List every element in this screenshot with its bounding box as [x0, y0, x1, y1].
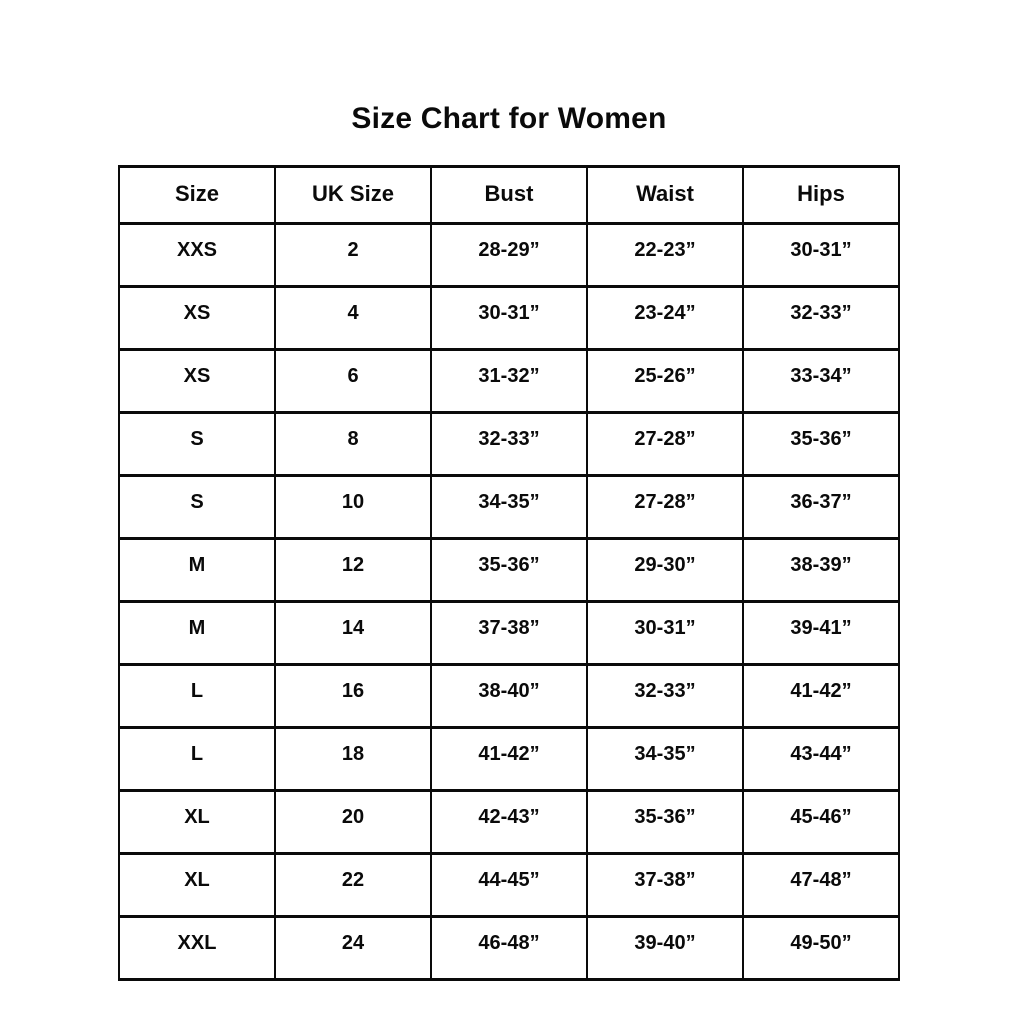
table-cell-bust: 38-40” [431, 665, 587, 728]
table-cell-uk-size: 4 [275, 287, 431, 350]
column-header-uk-size: UK Size [275, 167, 431, 224]
table-cell-bust: 46-48” [431, 917, 587, 980]
table-cell-bust: 34-35” [431, 476, 587, 539]
table-cell-uk-size: 24 [275, 917, 431, 980]
table-cell-size: M [119, 539, 275, 602]
size-chart-table [118, 165, 900, 981]
table-cell-waist: 22-23” [587, 224, 743, 287]
table-cell-waist: 27-28” [587, 413, 743, 476]
table-cell-size: XXS [119, 224, 275, 287]
table-cell-waist: 35-36” [587, 791, 743, 854]
table-cell-uk-size: 22 [275, 854, 431, 917]
table-cell-size: L [119, 665, 275, 728]
table-cell-waist: 27-28” [587, 476, 743, 539]
table-cell-hips: 49-50” [743, 917, 899, 980]
table-cell-hips: 39-41” [743, 602, 899, 665]
table-cell-bust: 28-29” [431, 224, 587, 287]
table-cell-size: L [119, 728, 275, 791]
table-row [119, 728, 899, 791]
table-cell-uk-size: 14 [275, 602, 431, 665]
table-cell-uk-size: 12 [275, 539, 431, 602]
table-cell-size: XS [119, 287, 275, 350]
table-row [119, 413, 899, 476]
table-cell-size: XL [119, 854, 275, 917]
table-cell-size: S [119, 413, 275, 476]
table-header-row [119, 167, 899, 224]
table-cell-size: XXL [119, 917, 275, 980]
table-row [119, 476, 899, 539]
table-cell-size: XS [119, 350, 275, 413]
table-cell-hips: 35-36” [743, 413, 899, 476]
table-cell-bust: 30-31” [431, 287, 587, 350]
column-header-bust: Bust [431, 167, 587, 224]
table-cell-uk-size: 20 [275, 791, 431, 854]
table-cell-waist: 32-33” [587, 665, 743, 728]
table-cell-bust: 37-38” [431, 602, 587, 665]
table-cell-waist: 34-35” [587, 728, 743, 791]
table-row [119, 665, 899, 728]
table-cell-hips: 32-33” [743, 287, 899, 350]
table-cell-uk-size: 8 [275, 413, 431, 476]
table-cell-hips: 33-34” [743, 350, 899, 413]
table-cell-hips: 30-31” [743, 224, 899, 287]
table-cell-hips: 38-39” [743, 539, 899, 602]
table-cell-hips: 43-44” [743, 728, 899, 791]
table-cell-waist: 30-31” [587, 602, 743, 665]
table-row [119, 287, 899, 350]
table-cell-size: M [119, 602, 275, 665]
table-cell-bust: 31-32” [431, 350, 587, 413]
table-cell-hips: 41-42” [743, 665, 899, 728]
table-row [119, 917, 899, 980]
table-cell-size: XL [119, 791, 275, 854]
table-row [119, 539, 899, 602]
table-cell-waist: 37-38” [587, 854, 743, 917]
table-row [119, 791, 899, 854]
table-cell-uk-size: 18 [275, 728, 431, 791]
table-row [119, 224, 899, 287]
table-cell-waist: 39-40” [587, 917, 743, 980]
table-cell-bust: 42-43” [431, 791, 587, 854]
column-header-hips: Hips [743, 167, 899, 224]
table-row [119, 602, 899, 665]
table-cell-hips: 36-37” [743, 476, 899, 539]
table-cell-uk-size: 2 [275, 224, 431, 287]
column-header-waist: Waist [587, 167, 743, 224]
table-row [119, 350, 899, 413]
table-cell-uk-size: 6 [275, 350, 431, 413]
table-cell-hips: 45-46” [743, 791, 899, 854]
table-cell-bust: 32-33” [431, 413, 587, 476]
table-cell-waist: 25-26” [587, 350, 743, 413]
table-cell-uk-size: 10 [275, 476, 431, 539]
table-cell-bust: 35-36” [431, 539, 587, 602]
table-cell-bust: 41-42” [431, 728, 587, 791]
column-header-size: Size [119, 167, 275, 224]
table-cell-hips: 47-48” [743, 854, 899, 917]
table-cell-bust: 44-45” [431, 854, 587, 917]
table-cell-waist: 29-30” [587, 539, 743, 602]
page-title: Size Chart for Women [351, 102, 667, 135]
table-row [119, 854, 899, 917]
table-cell-size: S [119, 476, 275, 539]
table-cell-waist: 23-24” [587, 287, 743, 350]
table-cell-uk-size: 16 [275, 665, 431, 728]
